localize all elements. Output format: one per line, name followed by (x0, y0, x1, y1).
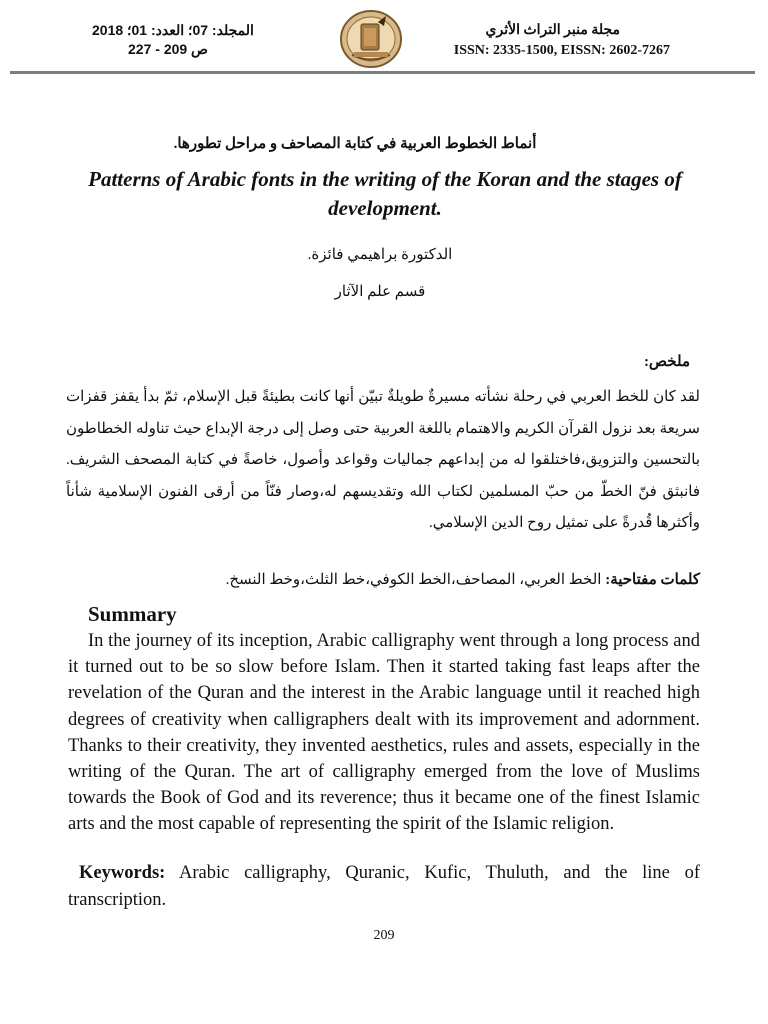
journal-logo-icon (338, 8, 404, 70)
keywords-english-label: Keywords: (79, 863, 166, 883)
keywords-arabic-label: كلمات مفتاحية: (605, 572, 700, 588)
header-divider (10, 71, 755, 74)
summary-body: In the journey of its inception, Arabic calligraphy went through a long process and it turned out to be so slow before Islam. Then it started taking fast leaps after the revelation of the Quran and the interest in the Arabic language until it reached high degrees of creativity when calligraphers dealt with its improvement and adornment. Thanks to their creativity, they invented aesthetics, rules and assets, especially in the writing of the Quran. The art of calligraphy emerged from the love of Muslims towards the Book of God and its reverence; thus it became one of the finest Islamic arts and the most capable of representing the spirit of the Islamic religion. (68, 631, 700, 835)
journal-volume-issue: المجلد: 07؛ العدد: 01؛ 2018 (92, 22, 254, 38)
journal-issn: ISSN: 2335-1500, EISSN: 2602-7267 (453, 43, 670, 58)
author-department: قسم علم الآثار (334, 284, 426, 300)
keywords-english-list: Arabic calligraphy, Quranic, Kufic, Thuluth, and the line of transcription. (68, 863, 700, 910)
keywords-arabic-list: الخط العربي، المصاحف،الخط الكوفي،خط الثلث،وخط النسخ. (225, 572, 606, 588)
summary-heading: Summary (88, 602, 177, 626)
article-title-arabic: أنماط الخطوط العربية في كتابة المصاحف و مراحل تطورها. (173, 136, 537, 152)
article-title-english: Patterns of Arabic fonts in the writing of the Koran and the stages of development. (88, 167, 682, 220)
abstract-arabic-body: لقد كان للخط العربي في رحلة نشأته مسيرةٌ طويلةٌ تبيّن أنها كانت بطيئةً قبل الإسلام، ثمّ بدأ يقفز قفزات سريعة بعد نزول القرآن الكريم والاهتمام باللغة العربية حتى وصل إلى درجة الإبداع حيث تناوله الخطاطون بالتحسين والتزويق،فاختلقوا له من إبداعهم جماليات وقواعد وأصول، خاصةً في كتابة المصحف الشريف. فانبثق فنّ الخطّ من حبّ المسلمين لكتاب الله وتقديسهم له،وصار فنّاً من أرقى الفنون الإسلامية شأناً وأكثرها قُدرةً على تمثيل روح الدين الإسلامي. (66, 389, 700, 531)
journal-name: مجلة منبر التراث الأثري (485, 23, 620, 38)
keywords-english (68, 860, 700, 914)
author-name: الدكتورة براهيمي فائزة. (307, 247, 453, 263)
abstract-arabic-heading: ملخص: (643, 354, 690, 370)
page-number: 209 (373, 928, 395, 943)
journal-page-range: ص 209 - 227 (128, 41, 208, 57)
keywords-arabic (66, 570, 700, 589)
